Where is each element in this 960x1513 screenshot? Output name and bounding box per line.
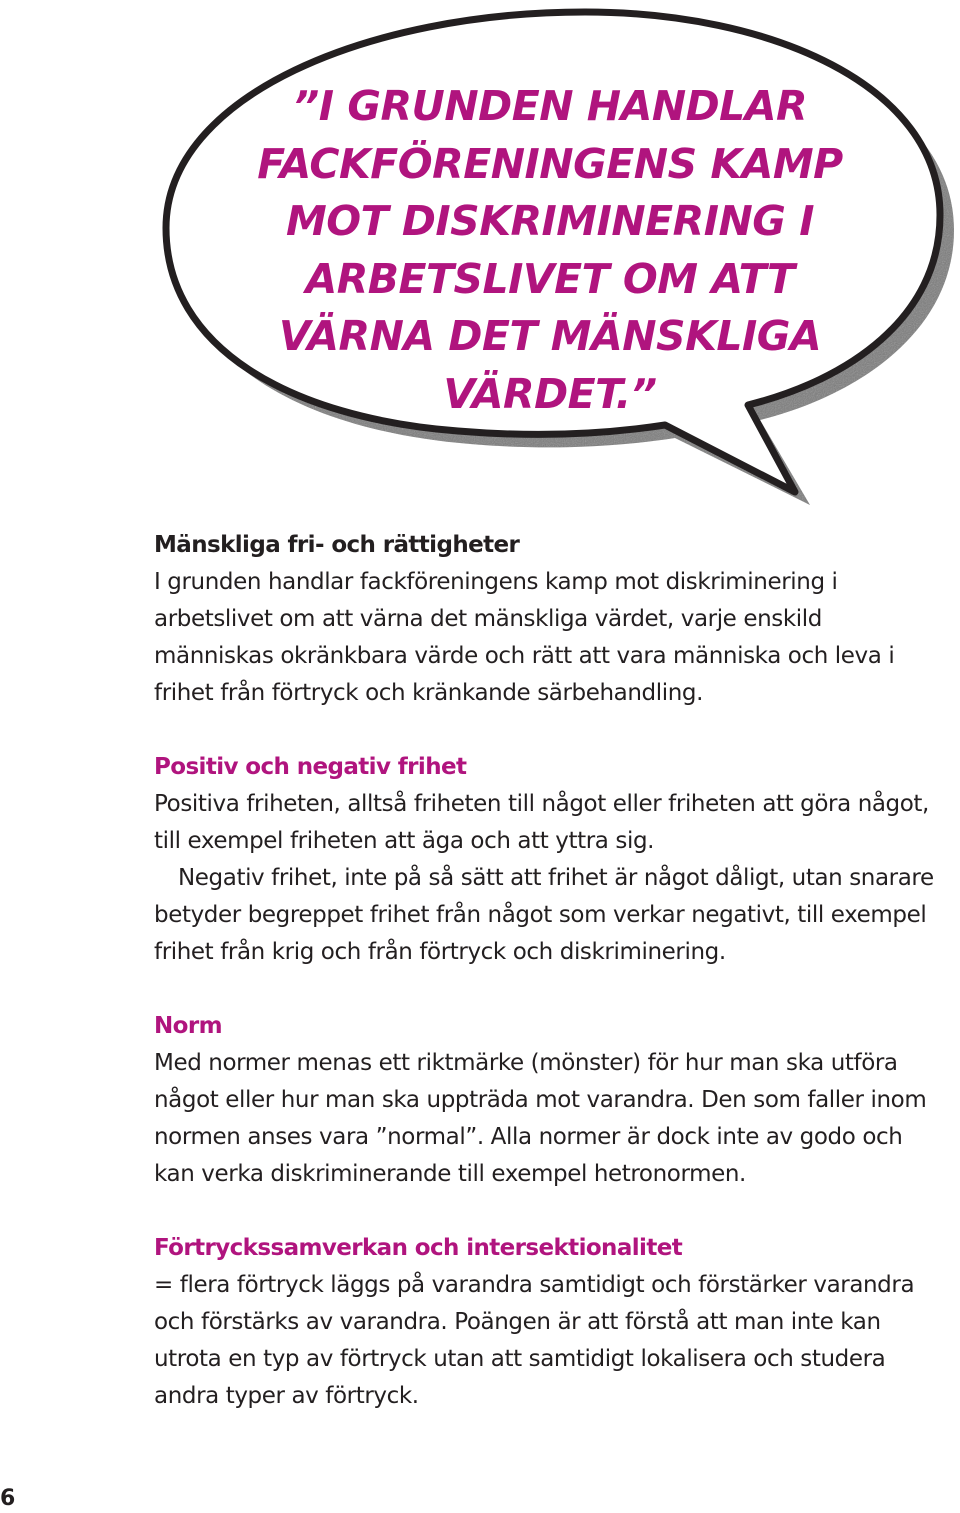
section-heading: Positiv och negativ frihet [154, 754, 467, 780]
page-number: 6 [0, 1486, 16, 1511]
bubble-quote: ”I GRUNDEN HANDLAR FACKFÖRENINGENS KAMP MOT DISKRIMINERING I ARBETSLIVET OM ATT VÄRNA DET MÄNSKLIGA VÄRDET.” [257, 82, 843, 418]
section-fortryckssamverkan [154, 1230, 944, 1415]
section-paragraph: Negativ frihet, inte på så sätt att frihet är något dåligt, utan snarare betyder begreppet frihet från något som verkar negativt, till exempel frihet från krig och från förtryck och diskriminering. [154, 865, 934, 965]
section-paragraph: = flera förtryck läggs på varandra samtidigt och förstärker varandra och förstärks av varandra. Poängen är att förstå att man inte kan utrota en typ av förtryck utan att samtidigt lokalisera och studera andra typer av förtryck. [154, 1272, 915, 1409]
section-heading: Norm [154, 1013, 222, 1039]
section-manskliga-rattigheter [154, 527, 944, 712]
section-paragraph: I grunden handlar fackföreningens kamp mot diskriminering i arbetslivet om att värna det mänskliga värdet, varje enskild människas okränkbara värde och rätt att vara människa och leva i frihet från förtryck och kränkande särbehandling. [154, 569, 895, 706]
section-heading: Mänskliga fri- och rättigheter [154, 532, 520, 558]
section-heading: Förtryckssamverkan och intersektionalitet [154, 1235, 683, 1261]
section-paragraph: Med normer menas ett riktmärke (mönster) för hur man ska utföra något eller hur man ska uppträda mot varandra. Den som faller inom normen anses vara ”normal”. Alla normer är dock inte av godo och kan verka diskriminerande till exempel hetronormen. [154, 1050, 927, 1187]
section-norm [154, 1008, 944, 1193]
section-positiv-negativ-frihet [154, 749, 944, 971]
section-paragraph: Positiva friheten, alltså friheten till något eller friheten att göra något, till exempel friheten att äga och att yttra sig. [154, 791, 929, 854]
body-content [154, 527, 944, 1415]
